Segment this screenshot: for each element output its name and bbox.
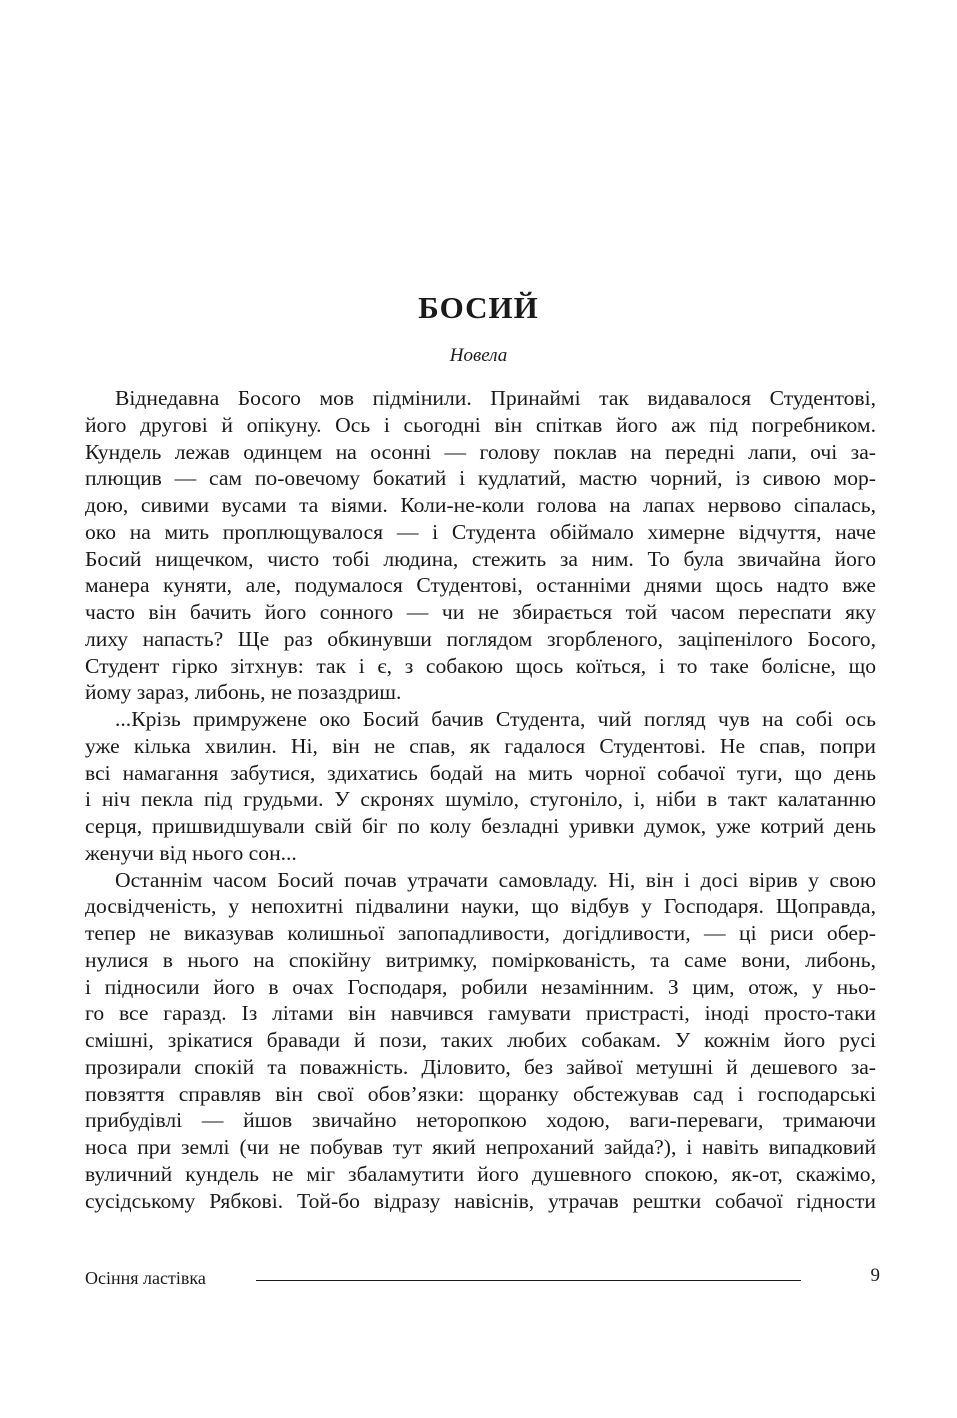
text-line: женучи від нього сон... [85, 840, 297, 865]
text-line: серця, пришвидшували свій біг по колу безладні уривки думок, уже котрий день [85, 814, 876, 838]
text-line: ...Крізь примружене око Босий бачив Студента, чий погляд чув на собі ось [115, 707, 876, 731]
text-line: і підносили його в очах Господаря, робили незамінним. З цим, отож, у ньо- [85, 974, 876, 999]
text-line: досвідченість, у непохитні підвалини науки, що відбув у Господаря. Щоправда, [85, 894, 876, 919]
text-line: Віднедавна Босого мов підмінили. Принаймі так видавалося Студентові, [115, 386, 876, 410]
story-title: БОСИЙ [418, 290, 539, 325]
text-line: йому зараз, либонь, не позаздриш. [85, 680, 402, 705]
text-line: манера куняти, але, подумалося Студентові, останніми днями щось надто вже [85, 573, 876, 598]
page-number: 9 [870, 1265, 880, 1286]
text-line: Останнім часом Босий почав утрачати самовладу. Ні, він і досі вірив у свою [115, 867, 876, 892]
text-line: всі намагання забутися, здихатись бодай на мить чорної собачої туги, що день [85, 760, 876, 785]
text-line: уже кілька хвилин. Ні, він не спав, як гадалося Студентові. Не спав, попри [85, 733, 876, 758]
text-line: дою, сивими вусами та віями. Коли-не-коли голова на лапах нервово сіпалась, [85, 493, 876, 517]
text-line: око на мить проплющувалося — і Студента обіймало химерне відчуття, наче [85, 519, 876, 544]
story-body [85, 385, 876, 1214]
text-line: прибудівлі — йшов звичайно неторопкою ходою, ваги-переваги, тримаючи [85, 1108, 876, 1133]
story-subtitle: Новела [449, 345, 508, 366]
text-line: тепер не виказував колишньої запопадливости, догідливости, — ці риси обер- [85, 921, 876, 945]
text-line: смішні, зрікатися бравади й пози, таких любих собакам. У кожнім його русі [85, 1028, 876, 1052]
text-line: його другові й опікуну. Ось і сьогодні він спіткав його аж під погребником. [85, 412, 876, 437]
text-line: вуличний кундель не міг збаламутити його душевного спокою, як-от, скажімо, [85, 1161, 876, 1186]
text-line: Босий нищечком, чисто тобі людина, стежить за ним. То була звичайна його [85, 546, 876, 571]
text-line: часто він бачить його сонного — чи не збирається той часом переспати яку [85, 600, 876, 624]
text-line: го все гаразд. Із літами він навчився гамувати пристрасті, іноді просто-таки [85, 1001, 876, 1026]
text-line: повзяття справляв він свої обов’язки: щоранку обстежував сад і господарські [85, 1081, 876, 1106]
running-footer-title: Осіння ластівка [85, 1268, 206, 1288]
footer-rule [256, 1280, 801, 1281]
text-line: лиху напасть? Ще раз обкинувши поглядом згорбленого, заціпенілого Босого, [85, 626, 876, 651]
text-line: нулися в нього на спокійну витримку, поміркованість, та саме вони, либонь, [85, 947, 876, 972]
text-line: прозирали спокій та поважність. Діловито, без зайвої метушні й дешевого за- [85, 1054, 876, 1079]
text-line: Студент гірко зітхнув: так і є, з собакою щось коїться, і то таке болісне, що [85, 653, 876, 678]
text-line: носа при землі (чи не побував тут який непроханий зайда?), і навіть випадковий [85, 1135, 876, 1159]
text-line: сусідському Рябкові. Той-бо відразу навіснів, утрачав рештки собачої гідности [85, 1188, 876, 1213]
text-line: і ніч пекла під грудьми. У скронях шуміло, стугоніло, і, ніби в такт калатанню [85, 787, 876, 812]
text-line: плющив — сам по-овечому бокатий і кудлатий, мастю чорний, із сивою мор- [85, 466, 876, 491]
text-line: Кундель лежав одинцем на осонні — голову поклав на передні лапи, очі за- [85, 439, 876, 464]
